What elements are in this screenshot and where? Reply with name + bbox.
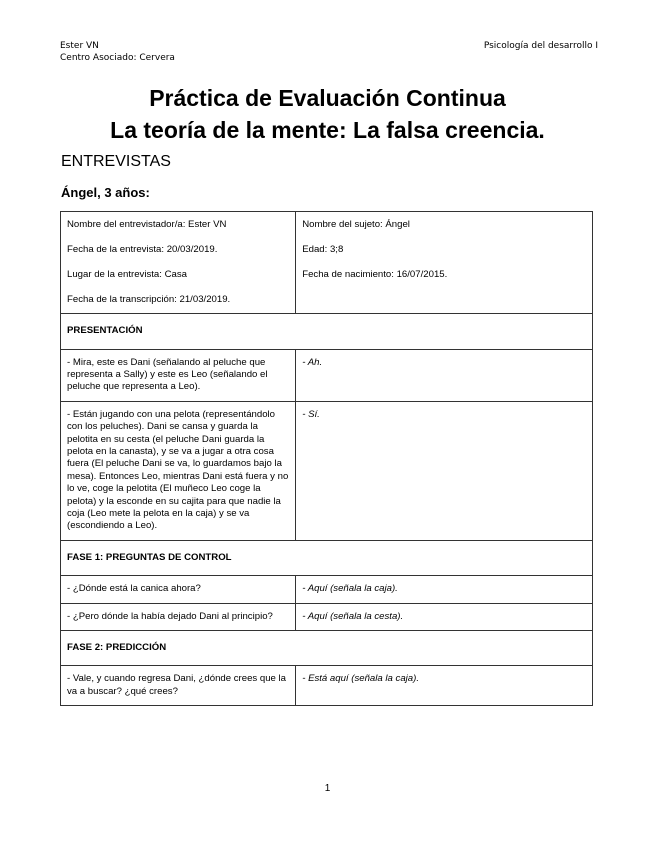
table-row xyxy=(61,576,593,603)
answer-cell: - Aquí (señala la cesta). xyxy=(296,603,593,630)
document-title: Práctica de Evaluación Continua xyxy=(149,85,506,111)
phase1-heading-cell xyxy=(61,540,593,575)
subject-age: Edad: 3;8 xyxy=(302,243,344,255)
interview-table xyxy=(60,211,593,706)
header-author: Ester VN xyxy=(60,41,99,51)
interview-place: Lugar de la entrevista: Casa xyxy=(67,268,187,280)
subsection-heading: Ángel, 3 años: xyxy=(61,185,150,200)
answer-cell: - Ah. xyxy=(296,349,593,401)
phase-label-1: FASE 1: PREGUNTAS DE CONTROL xyxy=(67,551,232,563)
table-row xyxy=(61,666,593,706)
phase-row xyxy=(61,540,593,575)
answer-cell: - Aquí (señala la caja). xyxy=(296,576,593,603)
phase-label-presentation: PRESENTACIÓN xyxy=(67,325,143,337)
page-header-left xyxy=(60,40,175,64)
presentation-heading-cell xyxy=(61,314,593,349)
interviewer-name: Nombre del entrevistador/a: Ester VN xyxy=(67,219,227,230)
subject-name: Nombre del sujeto: Ángel xyxy=(302,219,410,230)
question-cell: - Vale, y cuando regresa Dani, ¿dónde crees que la va a buscar? ¿qué crees? xyxy=(61,666,296,706)
phase2-heading-cell xyxy=(61,631,593,666)
question-cell: - Mira, este es Dani (señalando al peluche que representa a Sally) y este es Leo (señalando el peluche que representa a Leo). xyxy=(61,349,296,401)
answer-cell: - Está aquí (señala la caja). xyxy=(296,666,593,706)
table-row xyxy=(61,401,593,540)
phase-label-2: FASE 2: PREDICCIÓN xyxy=(67,642,167,654)
question-cell: - ¿Pero dónde la había dejado Dani al principio? xyxy=(61,603,296,630)
info-row xyxy=(61,212,593,314)
header-center: Centro Asociado: Cervera xyxy=(60,53,175,63)
document-subtitle: La teoría de la mente: La falsa creencia. xyxy=(110,117,545,143)
table-row xyxy=(61,349,593,401)
interview-info-cell xyxy=(61,212,296,314)
subject-birth-date: Fecha de nacimiento: 16/07/2015. xyxy=(302,268,448,280)
question-cell: - ¿Dónde está la canica ahora? xyxy=(61,576,296,603)
page-number: 1 xyxy=(324,783,331,794)
transcription-date: Fecha de la transcripción: 21/03/2019. xyxy=(67,293,231,305)
answer-cell: - Sí. xyxy=(296,401,593,540)
phase-row xyxy=(61,631,593,666)
table-row xyxy=(61,603,593,630)
question-cell: - Están jugando con una pelota (representándolo con los peluches). Dani se cansa y guarda la pelotita en su cesta (el peluche Dani guarda la pelota en la canasta), y se va a jugar a otra cosa fuera (El peluche Dani se va, lo guardamos bajo la mesa). Entonces Leo, mientras Dani está fuera y no lo ve, coge la pelotita (El muñeco Leo coge la pelota) y la esconde en su cajita para que nadie la coja (Leo mete la pelota en la caja) y se va (escondiendo a Leo). xyxy=(61,401,296,540)
header-course: Psicología del desarrollo I xyxy=(483,41,598,51)
phase-row xyxy=(61,314,593,349)
interview-date: Fecha de la entrevista: 20/03/2019. xyxy=(67,243,218,255)
subject-info-cell xyxy=(296,212,593,314)
section-heading: ENTREVISTAS xyxy=(61,153,171,170)
